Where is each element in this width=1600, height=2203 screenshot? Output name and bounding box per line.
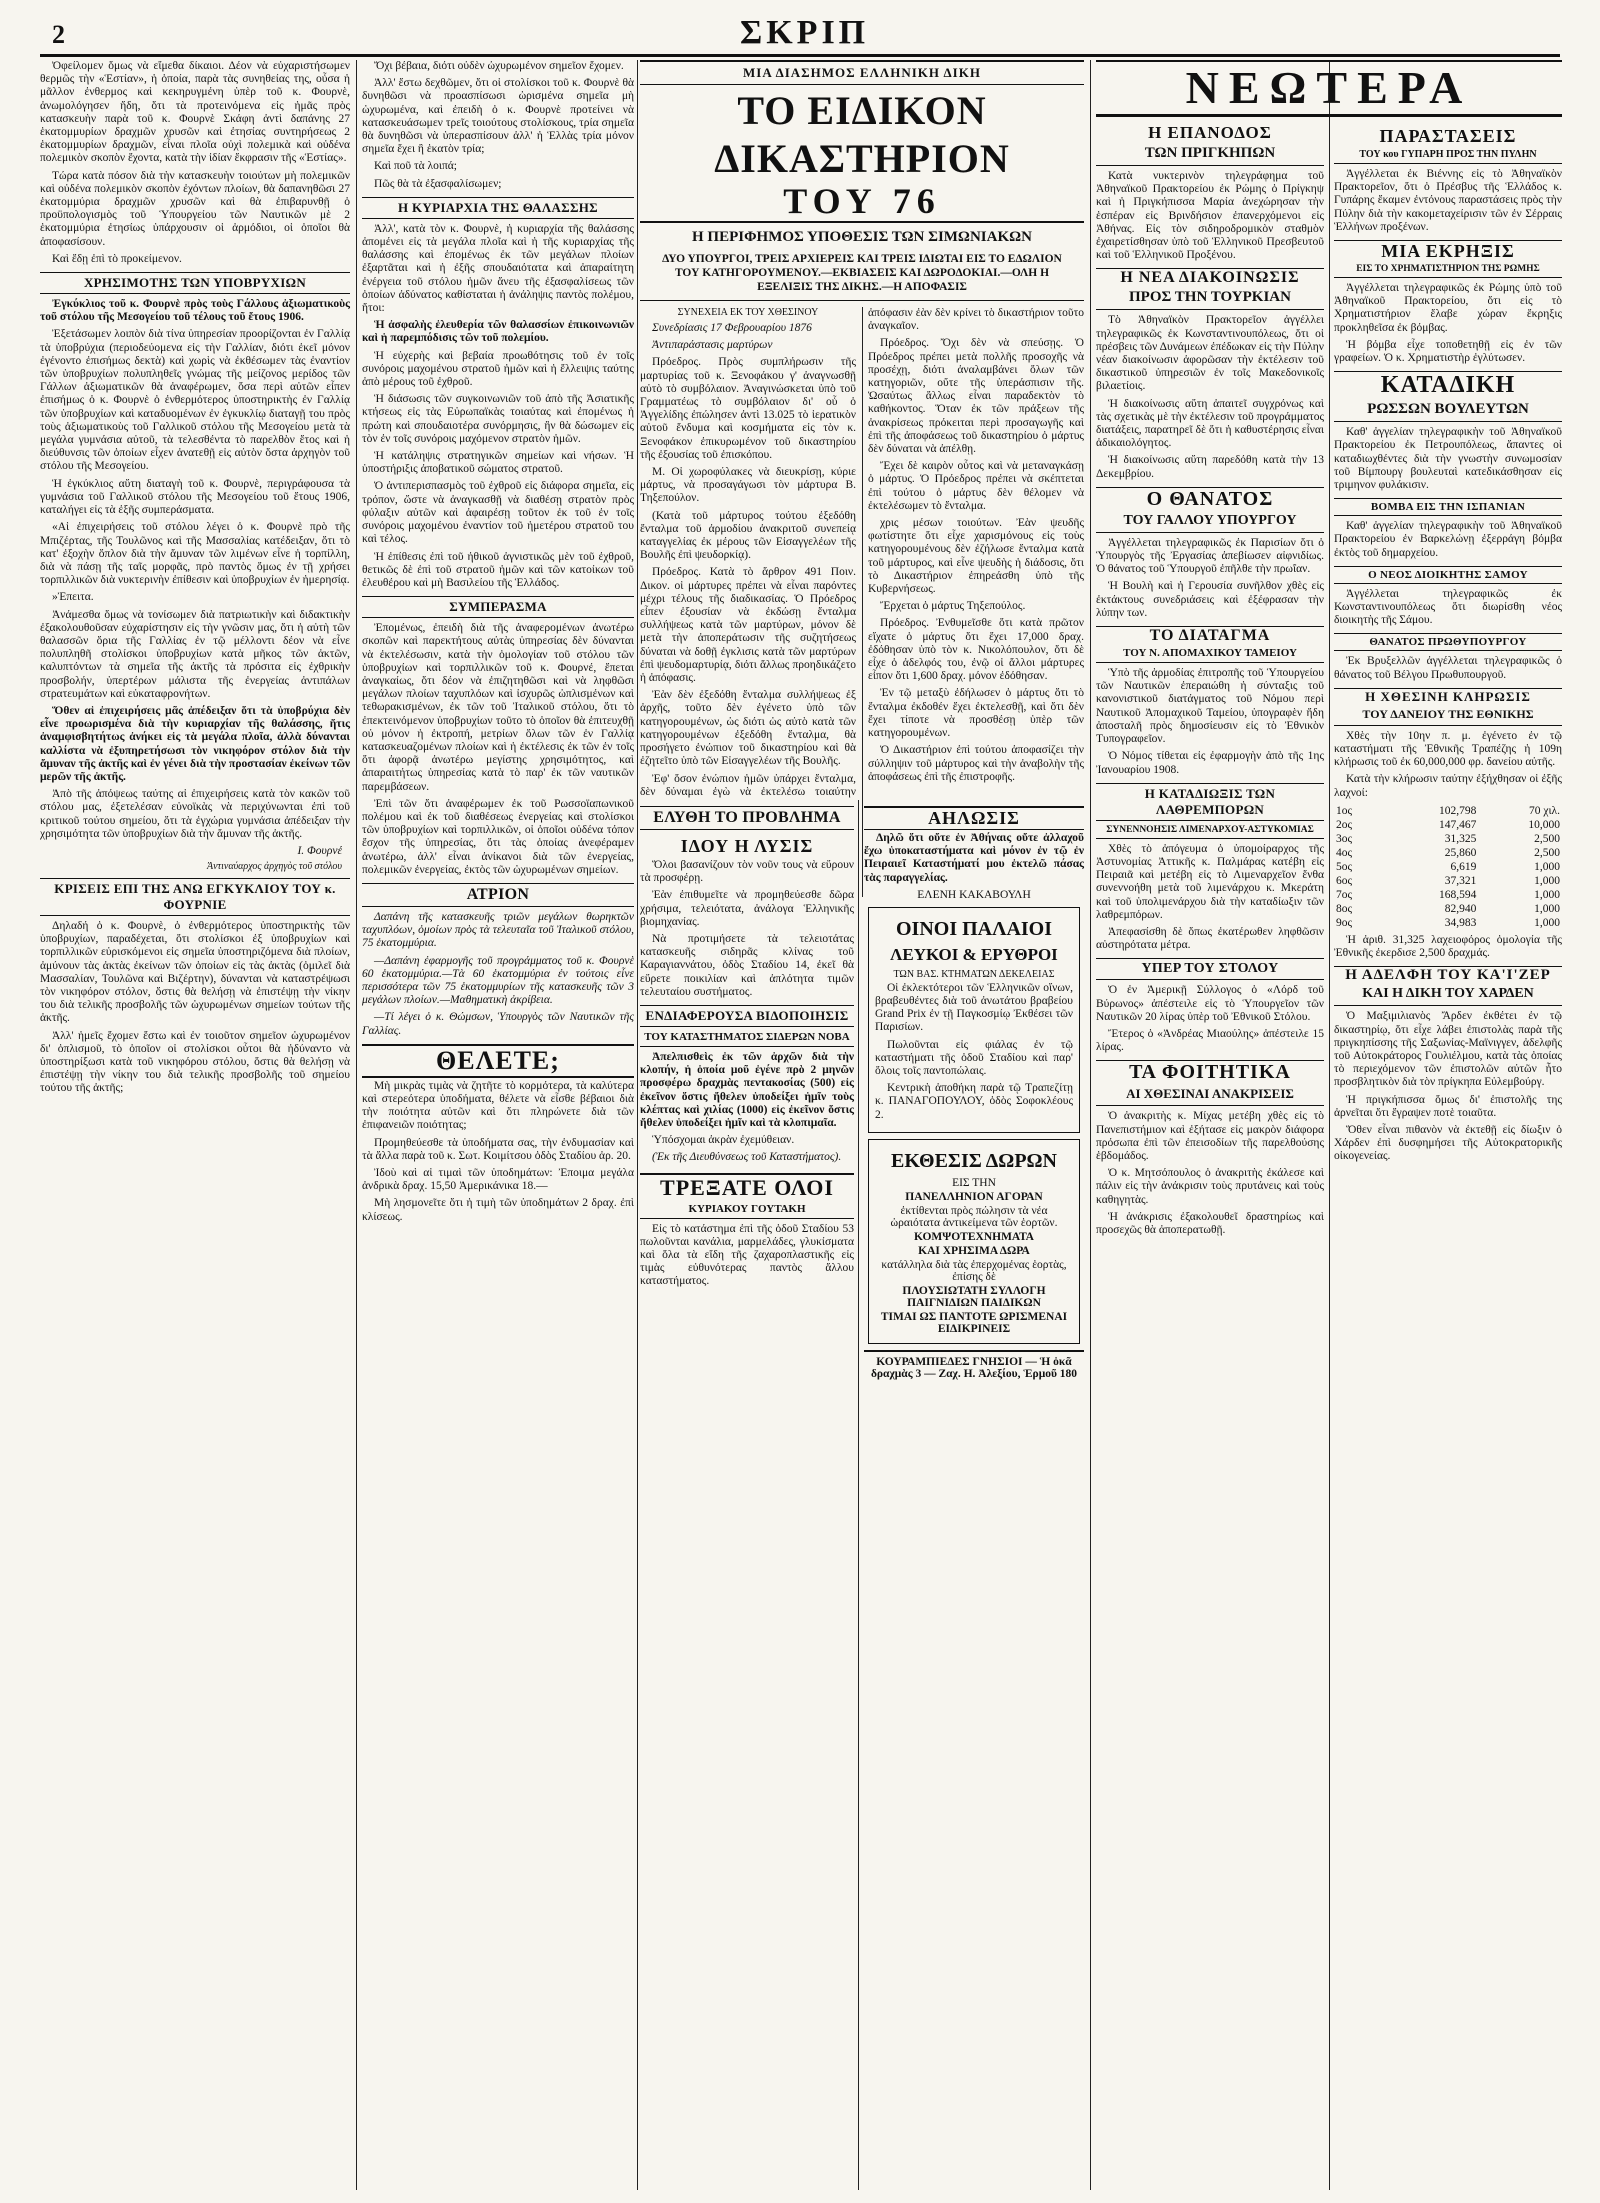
lottery-amount: 70 χιλ.	[1528, 804, 1560, 817]
section-heading: ΤΑ ΦΟΙΤΗΤΙΚΑ	[1096, 1060, 1324, 1084]
ad-line: ΠΛΟΥΣΙΩΤΑΤΗ ΣΥΛΛΟΓΗ ΠΑΙΓΝΙΔΙΩΝ ΠΑΙΔΙΚΩΝ	[902, 1284, 1046, 1309]
section-heading: Η ΚΑΤΑΔΙΩΞΙΣ ΤΩΝ ΛΑΘΡΕΜΠΟΡΩΝ	[1096, 783, 1324, 821]
paragraph: Ἀπὸ τῆς ἀπόψεως ταύτης αἱ ἐπιχειρήσεις κατὰ τὸν κακῶν τοῦ στόλου μας, ἐξετελέσαν εὐνοϊκὰς νὰ περιχύνωνται ἐπὶ τοῦ κριτικοῦ τούτου σημείου, ὅτι τὰ ἐγχώρια γυμνάσια ἀπέδειξαν τὴν χρησιμότητα τῶν ὑποβρυχίων διὰ τὴν ἄμυναν τῆς ἀκτῆς.	[40, 788, 350, 840]
table-row	[1334, 818, 1562, 832]
paragraph: Πρόεδρος. Ὄχι δὲν νὰ σπεύσῃς. Ὁ Πρόεδρος πρέπει μετὰ πολλῆς προσοχῆς νὰ προσέχῃ, διότι ἀναλαμβάνει ὅλων τῶν κατηγοριῶν, οὔτε τῆς ὑπεράσπισιν τῆς. Ὡσαύτως ἄλλως εἶναι παραδεκτὸν τὸ καθήκοντος. Ὅταν ἐκ τῶν πράξεων τῆς ἀνακρίσεως πρόκειται περὶ προσαγωγῆς καὶ ἐπὶ τῆς ἀποφάσεως τοῦ δικαστηρίου ὁ μάρτυς δὲν δύναται νὰ ἀπέλθῃ.	[868, 337, 1084, 456]
paragraph: χρις μέσων τοιούτων. Ἐὰν ψευδῆς φωτίστητε ὅτι εἶχε χαρισμόνους εἰς τοὺς κατηγορουμένους δὲν ἐζήλωσε ἔνταλμα κατὰ τοῦ μάρτυρος, καὶ εἶνε ψευδὴς ἡ διάδοσις, ὅτι τὸ Δικαστήριον ἐπηρεάσθη ὑπὸ τῆς Κυβερνήσεως.	[868, 517, 1084, 596]
section-subheading: ΑΙ ΧΘΕΣΙΝΑΙ ΑΝΑΚΡΙΣΕΙΣ	[1096, 1086, 1324, 1106]
section-heading: Η ΕΠΑΝΟΔΟΣ	[1148, 123, 1272, 142]
ad-line: ΤΙΜΑΙ ΩΣ ΠΑΝΤΟΤΕ ΩΡΙΣΜΕΝΑΙ ΕΙΔΙΚΡΙΝΕΙΣ	[880, 1310, 1068, 1335]
paragraph: Ὅλοι βασανίζουν τὸν νοῦν τους νὰ εὕρουν τὰ προσφέρῃ.	[640, 859, 854, 885]
feature-title-line3: ΤΟΥ 76	[640, 181, 1084, 223]
wine-ad	[868, 907, 1080, 1133]
paragraph: Ἀγγέλλεται τηλεγραφικῶς ἐκ Παρισίων ὅτι ὁ Ὑπουργὸς τῆς Ἐργασίας ἀπεβίωσεν αἰφνιδίως. Ὁ θάνατος τοῦ Ὑπουργοῦ ἐπῆλθε τὴν πρωΐαν.	[1096, 536, 1324, 576]
paragraph: Ἀπεφασίσθη δὲ ὅπως ἐκατέρωθεν ληφθῶσιν αὐστηρότατα μέτρα.	[1096, 925, 1324, 952]
paragraph: Ἀντιπαράστασις μαρτύρων	[652, 339, 773, 352]
table-row	[1334, 846, 1562, 860]
lottery-number: 25,860	[1444, 846, 1477, 859]
paragraph: Ὀφείλομεν ὅμως νὰ εἴμεθα δίκαιοι. Δέον νὰ εὐχαριστήσωμεν θερμῶς τὴν «Ἑστίαν», ἡ ὁποία, παρὰ τὰς συνηθείας της, οὖσα ἡ μᾶλλον ἐνθερμος καὶ κεκηρυγμένη ὑπὲρ τοῦ κ. Φουρνὲ, ἀνωμολόγησεν ἤδη, ὅτι τὰ προτεινόμενα εἰς ἡμᾶς πρὸς κατασκευὴν παρὰ τοῦ κ. Φουρνὲ Σκάφη ἀντὶ δαπάνης 27 ἑκατομμυρίων δραχμῶν χρυσῶν καὶ ἐτησίας συντηρήσεως 2 ἑκατομμυρίων δραχμῶν, εἶναι πλοῖα οὐχὶ πολεμικὰ καὶ οὐδένα πολεμικὸν σκοπὸν ἔχοντα, κατὰ τὴν ἰδίαν ἔκφρασιν τῆς «Ἑστίας».	[40, 60, 350, 165]
section-heading: ΒΟΜΒΑ ΕΙΣ ΤΗΝ ΙΣΠΑΝΙΑΝ	[1334, 498, 1562, 516]
section-subheading: ΕΙΣ ΤΟ ΧΡΗΜΑΤΙΣΤΗΡΙΟΝ ΤΗΣ ΡΩΜΗΣ	[1334, 264, 1562, 278]
column-rule	[1329, 60, 1330, 2190]
lottery-prize: 6ος	[1336, 874, 1353, 887]
feature-title-line2: ΔΙΚΑΣΤΗΡΙΟΝ	[714, 136, 1010, 181]
paragraph: Ἰδοὺ καὶ αἱ τιμαὶ τῶν ὑποδημάτων: Ἐποιμα μεγάλα ἀνδρικὰ δραχ. 15,50 Ἀμερικάνικα 18.—	[362, 1167, 634, 1193]
section-heading: ΚΡΙΣΕΙΣ ΕΠΙ ΤΗΣ ΑΝΩ ΕΓΚΥΚΛΙΟΥ ΤΟΥ κ. ΦΟΥΡΝΙΕ	[40, 878, 350, 916]
paragraph: Καθ' ἀγγελίαν τηλεγραφικὴν τοῦ Ἀθηναϊκοῦ Πρακτορείου ἐν Βαρκελώνῃ ἐξερράγη βόμβα ἐκτὸς τοῦ δημαρχείου.	[1334, 520, 1562, 559]
newspaper-title: ΣΚΡΙΠ	[740, 14, 870, 51]
paragraph: Οἱ ἐκλεκτότεροι τῶν Ἑλληνικῶν οἴνων, βραβευθέντες διὰ τοῦ ἀνωτάτου βραβείου Grand Prix ἐν τῇ Παγκοσμίῳ Ἐκθέσει τῶν Παρισίων.	[875, 981, 1073, 1034]
section-heading: ΑΤΡΙΟΝ	[362, 883, 634, 907]
column-3-left	[640, 800, 854, 2190]
table-row	[1334, 902, 1562, 916]
paragraph: Ὁ ἀντιπερισπασμὸς τοῦ ἐχθροῦ εἰς διάφορα σημεῖα, εἰς τρόπον, ὥστε νὰ ἀναγκασθῇ νὰ διαθέσῃ στρατὸν πρὸς φύλαξιν αὐτῶν καὶ ἀφαιρέσῃ τοῦτον ἐκ τοῦ ἐν τοῖς συνόροις μαχομένου ἐναντίον τοῦ ἡμετέρου στρατοῦ του καὶ τέλος.	[362, 480, 634, 546]
paragraph: Ἐγκύκλιος τοῦ κ. Φουρνὲ πρὸς τοὺς Γάλλους ἀξιωματικοὺς τοῦ στόλου τῆς Μεσογείου τοῦ τέλους τοῦ ἔτους 1906.	[40, 298, 350, 324]
paragraph: Ὄχι βέβαια, διότι οὐδὲν ὠχυρωμένον σημεῖον ἔχομεν.	[374, 60, 624, 72]
ad-heading: ΘΕΛΕΤΕ;	[362, 1044, 634, 1078]
section-subheading: ΡΩΣΣΩΝ ΒΟΥΛΕΥΤΩΝ	[1334, 401, 1562, 422]
lottery-number: 34,983	[1444, 916, 1477, 929]
lottery-amount: 1,000	[1534, 874, 1560, 887]
paragraph: Ἡ ἀριθ. 31,325 λαχειοφόρος ὁμολογία τῆς Ἐθνικῆς ἐκερδισε 2,500 δραχμάς.	[1334, 933, 1562, 960]
ad-title-2: ΛΕΥΚΟΙ & ΕΡΥΘΡΟΙ	[890, 944, 1058, 964]
lottery-amount: 10,000	[1528, 818, 1560, 831]
paragraph: Μὴ λησμονεῖτε ὅτι ἡ τιμὴ τῶν ὑποδημάτων 2 δραχ. ἐπὶ κλίσεως.	[362, 1197, 634, 1223]
lottery-number: 6,619	[1450, 860, 1477, 873]
section-subheading: ΤΟΥ κου ΓΥΠΑΡΗ ΠΡΟΣ ΤΗΝ ΠΥΛΗΝ	[1334, 149, 1562, 164]
paragraph: Καθ' ἀγγελίαν τηλεγραφικὴν τοῦ Ἀθηναϊκοῦ Πρακτορείου ἐκ Πετρουπόλεως, ἅπαντες οἱ καταδιωχθέντες διὰ τὴν γνωστὴν συνωμοσίαν τοῦ Βίμπουργ βουλευταὶ κατεδικάσθησαν εἰς τριμηνον φυλάκισιν.	[1334, 426, 1562, 492]
session-date: Συνεδρίασις 17 Φεβρουαρίου 1876	[652, 322, 812, 334]
paragraph: Ὁ κ. Μητσόπουλος ὁ ἀνακριτὴς ἐκάλεσε καὶ πάλιν εἰς τὴν ἀνάκρισιν τοὺς πρυτάνεις καὶ τοὺς καθηγητὰς.	[1096, 1167, 1324, 1206]
paragraph: Ἀγγέλλεται τηλεγραφικῶς ἐκ Ρώμης ὑπὸ τοῦ Ἀθηναϊκοῦ Πρακτορείου, ὅτι εἰς τὸ Χρηματιστήριον ἔλαβε χώραν ἔκρηξις προκληθεῖσα ἐκ βόμβας.	[1334, 282, 1562, 334]
paragraph: Κεντρικὴ ἀποθήκη παρὰ τῷ Τραπεζίτῃ κ. ΠΑΝΑΓΟΠΟΥΛΟΥ, ὁδὸς Σοφοκλέους 2.	[875, 1082, 1073, 1121]
paragraph: Ὑπὸ τῆς ἁρμοδίας ἐπιτροπῆς τοῦ Ὑπουργείου τῶν Ναυτικῶν ἐπεραιώθη ἡ σύνταξις τοῦ κανονιστικοῦ διατάγματος τοῦ Νόμου περὶ Ναυτικοῦ Ἀπομαχικοῦ Ταμείου, ὑπογραφὲν ἤδη ἀποσταλῆ πρὸς δημοσίευσιν εἰς τὸ Ἐθνικὸν Τυπογραφεῖον.	[1096, 667, 1324, 746]
table-row	[1334, 888, 1562, 902]
lottery-amount: 2,500	[1534, 832, 1560, 845]
ad-line: ΚΑΙ ΧΡΗΣΙΜΑ ΔΩΡΑ	[918, 1244, 1030, 1257]
feature-subtitle: Η ΠΕΡΙΦΗΜΟΣ ΥΠΟΘΕΣΙΣ ΤΩΝ ΣΙΜΩΝΙΑΚΩΝ	[692, 229, 1032, 245]
ad-title: ΟΙΝΟΙ ΠΑΛΑΙΟΙ	[895, 917, 1053, 940]
lottery-number: 37,321	[1444, 874, 1477, 887]
paragraph: Πρόεδρος. Πρὸς συμπλήρωσιν τῆς μαρτυρίας τοῦ κ. Ξενοφάκου γ' ἀναγνωσθῇ αὐτὸ τὸ συμβόλαιον. Ἀναγινώσκεται ὑπὸ τοῦ Γραμματέως τὸ συμβόλαιον δι' οὗ ὁ Ἀγγελίδης ἐπώλησεν ἀντὶ 13.025 τὸ ἱερατικὸν αὐτοῦ ἔνδυμα καὶ κοσμήματα εἰς τὸν κ. Ξενοφάκον ἐπικυρωμένον τοῦ δικαστηρίου τῆς ἐξουσίας τοῦ ἐπισκόπου.	[640, 356, 856, 461]
gifts-ad	[868, 1139, 1080, 1344]
ad-line: ΠΑΝΕΛΛΗΝΙΟΝ ΑΓΟΡΑΝ	[905, 1190, 1043, 1203]
lottery-table	[1334, 804, 1562, 930]
column-5	[1334, 120, 1562, 2190]
section-heading: ΠΑΡΑΣΤΑΣΕΙΣ	[1379, 126, 1517, 146]
section-subheading: ΤΟΥ Ν. ΑΠΟΜΑΧΙΚΟΥ ΤΑΜΕΙΟΥ	[1096, 647, 1324, 663]
paragraph: Ὑπόσχομαι ἀκρὰν ἐχεμύθειαν.	[652, 1134, 795, 1147]
paragraph: «Αἱ ἐπιχειρήσεις τοῦ στόλου λέγει ὁ κ. Φουρνὲ πρὸ τῆς Μπιζέρτας, τῆς Τουλῶνος καὶ τῆς Μασσαλίας κατέδειξαν, ὅτι τὸ κατ' ἐξοχὴν ὅπλον διὰ τὴν ἄμυναν τῶν λιμένων εἶνε ἡ τορπίλλη, διὰ νὰ πάσῃ τῆς ταῖς μορφᾶς, πρὸ παντὸς ὅμως ἐν τῇ χρήσει τορπιλλικῶν διὰ νυκτερινὴν ἐπίθεσιν καὶ ὑποβρυχίων ἐν ἡμερησίᾳ.	[40, 521, 350, 587]
paragraph: Ἀγγέλλεται τηλεγραφικῶς ἐκ Κωνσταντινουπόλεως ὅτι διωρίσθη νέος διοικητὴς τῆς Σάμου.	[1334, 587, 1562, 627]
lottery-amount: 1,000	[1534, 902, 1560, 915]
section-subheading: ΤΟΥ ΚΑΤΑΣΤΗΜΑΤΟΣ ΣΙΔΕΡΩΝ ΝΟΒΑ	[640, 1031, 854, 1047]
series-note: ΣΥΝΕΧΕΙΑ ΕΚ ΤΟΥ ΧΘΕΣΙΝΟΥ	[677, 307, 819, 318]
feature-kicker: ΜΙΑ ΔΙΑΣΗΜΟΣ ΕΛΛΗΝΙΚΗ ΔΙΚΗ	[640, 60, 1084, 85]
column-rule	[637, 60, 638, 2190]
section-heading: ΧΡΗΣΙΜΟΤΗΣ ΤΩΝ ΥΠΟΒΡΥΧΙΩΝ	[40, 272, 350, 294]
table-row	[1334, 832, 1562, 846]
paragraph: Ὁ ἀνακριτὴς κ. Μίχας μετέβη χθὲς εἰς τὸ Πανεπιστήμιον καὶ ἐξήτασε εἰς μακρὸν διάφορα πρόσωπα ἐπὶ τῶν ἐπεισοδίων τῆς παρελθούσης ἑβδομάδος.	[1096, 1110, 1324, 1162]
lottery-number: 102,798	[1438, 804, 1477, 817]
paragraph: Ὁ Νόμος τίθεται εἰς ἐφαρμογὴν ἀπὸ τῆς 1ης Ἰανουαρίου 1908.	[1096, 750, 1324, 776]
masthead	[40, 14, 1560, 57]
lottery-number: 82,940	[1444, 902, 1477, 915]
feature-header	[640, 60, 1084, 301]
lottery-rows	[1334, 804, 1562, 930]
table-row	[1334, 916, 1562, 930]
ad-signature: ΕΛΕΝΗ ΚΑΚΑΒΟΥΛΗ	[917, 888, 1031, 901]
lottery-prize: 9ος	[1336, 916, 1353, 929]
lottery-number: 168,594	[1438, 888, 1477, 901]
ad-heading: ΤΡΕΞΑΤΕ ΟΛΟΙ	[640, 1173, 854, 1201]
paragraph: Ἡ ἀσφαλὴς ἐλευθερία τῶν θαλασσίων ἐπικοινωνιῶν καὶ ἡ παρεμπόδισις τῶν τοῦ πολεμίου.	[362, 319, 634, 345]
ad-line: κατάλληλα διὰ τὰς ἐπερχομένας ἑορτὰς, ἐπίσης δὲ	[881, 1258, 1067, 1283]
paragraph: Προμηθεύεσθε τὰ ὑποδήματα σας, τὴν ἐνδυμασίαν καὶ τὰ ἄλλα παρὰ τοῦ κ. Σωτ. Κοιμίτσου ὁδὸς Σταδίου ἀρ. 20.	[362, 1136, 634, 1162]
section-heading: ΕΝΔΙΑΦΕΡΟΥΣΑ ΒΙΔΟΠΟΙΗΣΙΣ	[640, 1005, 854, 1027]
paragraph: Ἡ ἀνάκρισις ἐξακολουθεῖ δραστηρίως καὶ προσεχῶς θὰ ἀποπερατωθῇ.	[1096, 1210, 1324, 1236]
feature-title-line1: ΤΟ ΕΙΔΙΚΟΝ	[737, 88, 987, 133]
paragraph: (Κατὰ τοῦ μάρτυρος τούτου ἐξεδόθη ἔνταλμα τοῦ ἀρμοδίου ἀνακριτοῦ συνεπείᾳ καταγγελίας ἐκ μέρους τῶν Εἰσαγγελέων τῆς Βουλῆς ἐπὶ ψευδορκίᾳ).	[640, 509, 856, 562]
paragraph: Ἐὰν ἐπιθυμεῖτε νὰ προμηθεύεσθε δῶρα χρήσιμα, τελειότατα, ἀνάλογα Ἑλληνικῆς βιομηχανίας.	[640, 889, 854, 928]
section-heading: ΕΛΥΘΗ ΤΟ ΠΡΟΒΛΗΜΑ	[640, 806, 854, 830]
column-rule	[356, 60, 357, 2190]
paragraph: Ἐξετάσωμεν λοιπὸν διὰ τίνα ὑπηρεσίαν προορίζονται ἐν Γαλλίᾳ τὰ ὑποβρύχια (περιοδεύομενα εἰς τὴν Γαλλίαν, διότι ἐκεῖ μόνον ἐγένοντο ἐπισήμως δεκτὰ) καὶ χωρὶς νὰ ἐκθέσωμεν τὰς ἐναντίον τῶν ὑποβρυχίων πολυπληθεῖς γνώμας τῆς μείζονος μερίδος τῶν Γάλλων ἀξιωματικῶν θὰ ἀναφέρωμεν, ὅσα περὶ αὐτῶν εἶπεν ἐπισήμως ὁ κ. Φουρνὲ ὁ ἐνθερμότερος ὑποστηρικτὴς ἐν Γαλλίᾳ τῶν ὑποβρυχίων καὶ καταδυομένων ἐν ἐγκυκλίῳ διαταγῇ του πρὸς τοὺς ἀξιωματικοὺς τοῦ Γαλλικοῦ στόλου τῆς Μεσογείου μετὰ τὰ μεγάλα γυμνάσια αὐτοῦ, τὰ τελεσθέντα τὸ παρελθὸν ἔτος καὶ ἡ διεύθυνσις τῶν ὁποίων εἶχεν ἀνατεθῇ εἰς αὐτὸν ὅστα ἀρχηγὸν τοῦ στόλου τῆς Μεσογείου.	[40, 328, 350, 473]
paragraph: Δαπάνη τῆς κατασκευῆς τριῶν μεγάλων θωρηκτῶν ταχυπλόων, ὁμοίων πρὸς τὰ τελευταῖα τοῦ Ἰταλικοῦ στόλου, 75 ἑκατομμύρια.	[362, 910, 634, 950]
paragraph: Πωλοῦνται εἰς φιάλας ἐν τῷ καταστήματι τῆς ὁδοῦ Σταδίου καὶ παρ' ὅλοις τοῖς παντοπώλαις.	[875, 1038, 1073, 1078]
table-row	[1334, 860, 1562, 874]
feature-description: ΔΥΟ ΥΠΟΥΡΓΟΙ, ΤΡΕΙΣ ΑΡΧΙΕΡΕΙΣ ΚΑΙ ΤΡΕΙΣ ΙΔΙΩΤΑΙ ΕΙΣ ΤΟ ΕΔΩΛΙΟΝ ΤΟΥ ΚΑΤΗΓΟΡΟΥΜΕΝΟΥ.—ΕΚΒΙΑΣΕΙΣ ΚΑΙ ΔΩΡΟΔΟΚΙΑΙ.—ΟΛΗ Η ΕΞΕΛΙΞΙΣ ΤΗΣ ΔΙΚΗΣ.—Η ΑΠΟΦΑΣΙΣ	[662, 253, 1062, 293]
column-3	[640, 60, 1084, 2190]
ad-line: ΚΟΜΨΟΤΕΧΝΗΜΑΤΑ	[914, 1230, 1034, 1243]
lottery-prize: 5ος	[1336, 860, 1353, 873]
lottery-prize: 8ος	[1336, 902, 1353, 915]
ad-subtitle: ΤΩΝ ΒΑΣ. ΚΤΗΜΑΤΩΝ ΔΕΚΕΛΕΙΑΣ	[893, 968, 1055, 980]
section-subheading: ΤΟΥ ΔΑΝΕΙΟΥ ΤΗΣ ΕΘΝΙΚΗΣ	[1334, 707, 1562, 726]
lottery-amount: 1,000	[1534, 860, 1560, 873]
paragraph: Ἡ ἐπίθεσις ἐπὶ τοῦ ἠθικοῦ ἀγνιστικῶς μὲν τοῦ ἐχθροῦ, θετικῶς δὲ ἐπὶ τοῦ στρατοῦ ἡμῶν καὶ τῶν κατοίκων τοῦ ἐλευθέρου καὶ μὴ Βασιλείου τῆς Ἑλλάδος.	[362, 550, 634, 589]
ad-line: ἐκτίθενται πρὸς πώλησιν τὰ νέα ὡραιότατα ἀντικείμενα τῶν ἑορτῶν.	[890, 1204, 1058, 1229]
column-rule	[1090, 60, 1091, 2190]
paragraph: Ὁ Μαξιμιλιανὸς Ἄρδεν ἐκθέτει ἐν τῷ δικαστηρίῳ, ὅτι εἶχε λάβει ἐπιστολὰς παρὰ τῆς πριγκηπίσσης τῆς Σαξωνίας-Μαϊνιγγεν, ἀδελφῆς τοῦ Αὐτοκράτορος Γουλιέλμου, κατὰ τὰς ὁποίας τὸ περιεχόμενον τῶν ἐπιστολῶν αὐτῶν ἦτο προσβλητικὸν διὰ τὸν πρίγκηπα Εὐλεμβούργ.	[1334, 1010, 1562, 1089]
lottery-prize: 7ος	[1336, 888, 1353, 901]
ad-line: ΕΙΣ ΤΗΝ	[952, 1176, 996, 1189]
ad-heading: ΑΗΛΩΣΙΣ	[864, 806, 1084, 830]
paragraph: Τώρα κατὰ πόσον διὰ τὴν κατασκευὴν τοιούτων μὴ πολεμικῶν καὶ οὐδένα πολεμικὸν σκοπὸν ἐχόντων πλοίων, θὰ δαπανηθῶσι 27 ἑκατομμύρια δραχμῶν χρυσῶν καὶ θὰ ἐπιβαρυνθῇ ὁ προϋπολογισμὸς τοῦ Ὑπουργείου τῶν Ναυτικῶν μὲ 2 ἑκατομμύρια ἐτησίως ὑπάρχουσιν οἱ ἁρμόδιοι, οἱ ὁποῖοι θὰ ἀποφασίσουν.	[40, 169, 350, 248]
section-heading: ΣΥΜΠΕΡΑΣΜΑ	[362, 596, 634, 618]
section-heading: Ο ΝΕΟΣ ΔΙΟΙΚΗΤΗΣ ΣΑΜΟΥ	[1334, 566, 1562, 584]
lottery-prize: 3ος	[1336, 832, 1353, 845]
paragraph: Καὶ ποῦ τὰ λοιπά;	[374, 160, 457, 173]
section-heading: Η ΑΔΕΛΦΗ ΤΟΥ ΚΑ'Ι'ΖΕΡ	[1334, 966, 1562, 984]
section-subheading: ΤΟΥ ΓΑΛΛΟΥ ΥΠΟΥΡΓΟΥ	[1096, 513, 1324, 533]
section-subheading: ΙΔΟΥ Η ΛΥΣΙΣ	[680, 836, 814, 856]
paragraph: Τὸ Ἀθηναϊκὸν Πρακτορεῖον ἀγγέλλει τηλεγραφικῶς ἐκ Κωνσταντινουπόλεως, ὅτι οἱ πρέσβεις τῶν Δυνάμεων ἐπέδωκαν εἰς τὴν Πύλην νέαν διακοίνωσιν ἀφορῶσαν τὴν ἐκτέλεσιν τοῦ δικαστικοῦ ὑπηρεσιῶν ἐν τοῖς Μακεδονικοῖς βιλαετίοις.	[1096, 314, 1324, 393]
column-1	[40, 60, 350, 2190]
sweets-ad: ΚΟΥΡΑΜΠΙΕΔΕΣ ΓΝΗΣΙΟΙ — Ἡ ὀκᾶ δραχμὰς 3 — Ζαχ. Η. Ἀλεξίου, Ἑρμοῦ 180	[864, 1350, 1084, 1380]
paragraph: Ἡ κατάληψις στρατηγικῶν σημείων καὶ νήσων. Ἡ ὑποστήριξις ἀποβατικοῦ σώματος στρατοῦ.	[362, 450, 634, 476]
paragraph: Ἡ εὐχερὴς καὶ βεβαία προωθότησις τοῦ ἐν τοῖς συνόροις μαχομένου στρατοῦ ἡμῶν καὶ ἡ ἔλλειψις ταύτης ἀπὸ μέρους τοῦ ἐχθροῦ.	[362, 349, 634, 389]
paragraph: Δηλαδή ὁ κ. Φουρνὲ, ὁ ἐνθερμότερος ὑποστηρικτὴς τῶν ὑποβρυχίων, παραδέχεται, ὅτι στολίσκοι ἐξ ὑποβρυχίων καὶ τορπιλλικῶν εὐρισκόμενοι εἰς σημεῖα ὑποστηριζόμενα διὰ πλοίων, ἀμύνουν τὰς ἀκτὰς ἐκείνων τῶν ὁποίων εἰς τὰς ἀκτὰς (ὁμιλεῖ διὰ Μασσαλίαν, Τουλῶνα καὶ Βιζέρτην), δύνανται νὰ καταστρέψωσι τὸν νικηφόρον στόλον, ὅστις θὰ θελήσῃ νὰ ἐπιστέψῃ τὴν νίκην του διὰ τελικῆς προσβολῆς τῶν ὡχυρωμένων σημείων τούτων τῆς ἀκτῆς.	[40, 919, 350, 1025]
paragraph: Ὅθεν εἶναι πιθανὸν νὰ ἐκτεθῇ εἰς δίωξιν ὁ Χάρδεν ἐπὶ δυσφημήσει τῆς Αὐτοκρατορικῆς οἰκογενείας.	[1334, 1123, 1562, 1163]
paragraph: Ἔρχεται ὁ μάρτυς Τηξεπούλος.	[880, 600, 1026, 613]
signature: Ι. Φουρνέ	[297, 844, 342, 857]
paragraph: Ἀνάμεσθα ὅμως νὰ τονίσωμεν διὰ πατριωτικὴν καὶ διδακτικὴν ἐξακολουθοῦσαν εὐχαρίστησιν εἰς τὴν γνῶσιν μας, ὅτι ἡ αὐτὴ τῶν θαλασσῶν ὅρια τῆς Γαλλίας ἐν τῷ μέλλοντι δέον νὰ εἶνε πολυπληθῆ στολίσκοι ὑποβρυχίων κατὰ μῆκος τῶν ἀκτῶν, καλυπτόντων τὰ σημεῖα τῆς ἀκτῆς τὰ πρόσιτα εἰς ἐχθρικὴν προσβολήν, ὑπερτέρων μάλιστα τῆς ἐνεργείας ἀντιπάλων στρατευμάτων καὶ εὐκαταφρονήτων.	[40, 608, 350, 700]
paragraph: Ἔχει δὲ καιρὸν οὗτος καὶ νὰ μεταναγκάσῃ ὁ μάρτυς. Ὁ Πρόεδρος πρέπει νὰ σκέπτεται ἐπὶ τούτου ὁ μάρτυς δὲν θέλομεν νὰ ἐκτελέσωμεν τὸ ἔνταλμα.	[868, 460, 1084, 512]
table-row	[1334, 874, 1562, 888]
paragraph: Ἀπελπισθεὶς ἐκ τῶν ἀρχῶν διὰ τὴν κλοπήν, ἡ ὁποία μοῦ ἐγένε πρὸ 2 μηνῶν προσφέρω δραχμὰς πεντακοσίας (500) εἰς ἐκεῖνον ὅστις ἤθελεν ὑποδείξει ἡμῖν τοὺς κλέπτας καὶ χιλίας (1000) εἰς ἐκεῖνον ὅστις ἤθελεν ὑποδείξει ἡμῖν καὶ τὰ κλοπιμαῖα.	[640, 1051, 854, 1130]
paragraph: Ἡ διάσωσις τῶν συγκοινωνιῶν τοῦ ἀπὸ τῆς Ἀσιατικῆς κτήσεως εἰς τὰς Εὐρωπαϊκὰς τοιαύτας καὶ ἐπομένως ἡ πρώτη καὶ σπουδαιοτέρα συνόρμησις, ἣν θὰ δώσωμεν εἰς τὸν ἐν τοῖς συνόροις μαχόμενον στρατὸν ἡμῶν.	[362, 393, 634, 445]
lottery-prize: 4ος	[1336, 846, 1353, 859]
paragraph: Μὴ μικρὰς τιμὰς νὰ ζητῆτε τὸ κορμότερα, τὰ καλύτερα καὶ στερεότερα ὑποδήματα, θέλετε νὰ εἶσθε βέβαιοι διὰ τὴν ποιότητα αὐτῶν καὶ ὅτι πληρώνετε διὰ τῶν ἐπιφανειῶν ποιότητας;	[362, 1079, 634, 1132]
paragraph: Μ. Οἱ χωροφύλακες νὰ διευκρίσῃ, κύριε μάρτυς, νὰ προσαγάγωσι τὸν μάρτυρα Β. Τηξεπούλον.	[640, 466, 856, 505]
paragraph: Κατὰ νυκτερινὸν τηλεγράφημα τοῦ Ἀθηναϊκοῦ Πρακτορείου ἐκ Ρώμης ὁ Πρίγκηψ καὶ ἡ Πριγκήπισσα Μαρία ἀνεχώρησαν τὴν ἑσπέραν εἰς Βρινδήσιον ἐπανερχόμενοι εἰς Ἀθήνας. Εἰς τὸν σιδηροδρομικὸν σταθμὸν ἐχαιρετίσθησαν ὑπὸ τοῦ Ἑλληνικοῦ Πρεσβευτοῦ καὶ τοῦ Ἑλληνικοῦ Προξένου.	[1096, 170, 1324, 262]
lottery-number: 31,325	[1444, 832, 1477, 845]
lottery-number: 147,467	[1438, 818, 1477, 831]
paragraph: Ὅθεν αἱ ἐπιχειρήσεις μᾶς ἀπέδειξαν ὅτι τὰ ὑποβρύχια δὲν εἶνε προωρισμένα διὰ τὴν κυριαρχίαν τῆς θαλάσσης, ἥτις ἀναμφισβητήτως ἀνήκει εἰς τὰ μεγάλα πλοῖα, ἀλλὰ δύνανται καλλίστα νὰ ἐξυπηρετήσωσι τὸν νικηφόρον στόλον διὰ τὴν ἄμυναν τῆς ἀκτῆς καὶ ἐν γένει διὰ τὴν προστασίαν ἐκείνων τῶν μερῶν τῆς ἀκτῆς.	[40, 704, 350, 783]
paragraph: Ἐπὶ τῶν ὅτι ἀναφέρωμεν ἐκ τοῦ Ρωσσοϊαπωνικοῦ πολέμου καὶ ἐκ τοῦ διαθέσεως ἐνεργείας καὶ στολίσκοι τῶν ὑποβρυχίων καὶ τορπιλλικῶν, οἱ ὁποῖοι οὐδένα τόπον ἔσχον τῆς ὑπηρεσίας, ὅτι τὰς ὁποίας ἀνεφέραμεν ἀνωτέρω, ἀλλ' εἶναι ἀνίκανοι διὰ τῶν ἐνεργείας, πολεμικῶν ἐνεργείας, ἐκτὸς τῶν ὠχυρωμένων σημείων.	[362, 797, 634, 876]
lottery-prize: 1ος	[1336, 804, 1353, 817]
paragraph: Ἐν τῷ μεταξὺ ἐδήλωσεν ὁ μάρτυς ὅτι τὸ ἔνταλμα ἐκδοθέν ἔχει ἐκτελεσθῇ, καὶ ὅτι δὲν ἔχει τίποτε νὰ προσθέσῃ ὑπὲρ τῶν κατηγορουμένων.	[868, 687, 1084, 740]
paragraph: Ἔτερος ὁ «Ἀνδρέας Μιαούλης» ἀπέστειλε 15 λίρας.	[1096, 1027, 1324, 1054]
section-heading: ΚΑΤΑΔΙΚΗ	[1334, 371, 1562, 399]
paragraph: Ἐφ' ὅσον ἐνώπιον ἡμῶν ὑπάρχει ἔνταλμα, δὲν δύναμαι ἐγὼ νὰ ἐκτελέσω τοιαύτην ἀπόφασιν ἐὰν δὲν κρίνει τὸ δικαστήριον τοῦτο ἀναγκαῖον.	[640, 307, 1084, 798]
paragraph: Ἐὰν δὲν ἐξεδόθη ἔνταλμα συλλήψεως ἐξ ἀρχῆς, τοῦτο δὲν ἐγένετο ὑπὸ τῶν κατηγορουμένων, ὡς διότι ὡς αὐτὸ κατὰ τῶν κατηγορουμένων ἐξεδόθη ἔνταλμα, θὰ προσήγετο ἐνώπιον τοῦ δικαστηρίου καὶ θὰ ἐζητεῖτο ὑπὸ τῶν Εἰσαγγελέων τῆς Βουλῆς.	[640, 689, 856, 768]
paragraph: Εἰς τὸ κατάστημα ἐπὶ τῆς ὁδοῦ Σταδίου 53 πωλοῦνται κανάλια, μαρμελάδες, γλυκίσματα καὶ ὅλα τὰ εἴδη τῆς ζαχαροπλαστικῆς εἰς τιμὰς εὐθυνότερας παντὸς ἄλλου καταστήματος.	[640, 1222, 854, 1288]
section-heading: Η ΝΕΑ ΔΙΑΚΟΙΝΩΣΙΣ	[1096, 268, 1324, 287]
paragraph: Πῶς θὰ τὰ ἐξασφαλίσωμεν;	[374, 177, 502, 190]
ad-title: ΕΚΘΕΣΙΣ ΔΩΡΩΝ	[891, 1149, 1057, 1172]
paragraph: (Ἐκ τῆς Διευθύνσεως τοῦ Καταστήματος).	[652, 1151, 842, 1164]
section-subheading: ΤΩΝ ΠΡΙΓΚΗΠΩΝ	[1096, 145, 1324, 166]
column-3-right	[864, 800, 1084, 2190]
section-subheading: ΣΥΝΕΝΝΟΗΣΙΣ ΛΙΜΕΝΑΡΧΟΥ-ΑΣΤΥΚΟΜΙΑΣ	[1096, 825, 1324, 839]
paragraph: Ἡ διακοίνωσις αὕτη ἀπαιτεῖ συγχρόνως καὶ τὰς σχετικὰς μὲ τὴν ἐκτέλεσιν τοῦ προγράμματος διατάξεις, παρατηρεῖ δὲ ὅτι ἡ καθυστέρησις εἶναι ἀδικαιολόγητος.	[1096, 397, 1324, 450]
paragraph: Ἡ διακοίνωσις αὕτη παρεδόθη κατὰ τὴν 13 Δεκεμβρίου.	[1096, 454, 1324, 480]
section-subheading: ΚΥΡΙΑΚΟΥ ΓΟΥΤΑΚΗ	[640, 1203, 854, 1219]
section-heading: ΘΑΝΑΤΟΣ ΠΡΩΘΥΠΟΥΡΓΟΥ	[1334, 633, 1562, 651]
paragraph: Πρόεδρος. Ἐνθυμεῖσθε ὅτι κατὰ πρῶτον εἴχατε ὁ μάρτυς ὅτι ἔχει 17,000 δραχ. ἐδόθησαν ὑπὸ τὸν κ. Νικολόπουλον, ὅτι δὲ εἶχε ὁ ἀδελφός του, ἐνῷ οἱ ἄλλοι μάρτυρες εἶπον ὅτι 1,600 δραχ. μόνον ἐδόθησαν.	[868, 617, 1084, 683]
paragraph: Ἐκ Βρυξελλῶν ἀγγέλλεται τηλεγραφικῶς ὁ θάνατος τοῦ Βέλγου Πρωθυπουργοῦ.	[1334, 655, 1562, 681]
lottery-amount: 2,500	[1534, 846, 1560, 859]
paragraph: Ὁ Δικαστήριον ἐπὶ τούτου ἀποφασίζει τὴν σύλληψιν τοῦ μάρτυρος καὶ τὴν ἀναβολὴν τῆς ἀποφάσεως ἐπὶ τῆς ἐπιστροφῆς.	[868, 744, 1084, 783]
paragraph: Ἀλλ' ἡμεῖς ἔχομεν ἔστω καὶ ἐν τοιοῦτον σημεῖον ὡχυρωμένον δι' ὁπλισμοῦ, τὸ ὁποῖον οἱ στολίσκοι οὗτοι θὰ ἠδύναντο νὰ ὑποστηρίξωσι κατὰ τοῦ νικηφόρου στόλου, ὅστις θὰ θελήσῃ νὰ ἐπιστέψῃ τὴν νίκην του διὰ τελικῆς προσβολῆς τοῦ σημείου τούτου τῆς ἀκτῆς;	[40, 1029, 350, 1095]
column-3-lower	[640, 800, 1084, 2190]
col1-intro	[40, 60, 350, 266]
signature-title: Ἀντιναύαρχος ἀρχηγὸς τοῦ στόλου	[207, 860, 342, 872]
paragraph: Κατὰ τὴν κλήρωσιν ταύτην ἐξήχθησαν οἱ ἐξῆς λαχνοί:	[1334, 773, 1562, 799]
column-2	[362, 60, 634, 2190]
paragraph: —Τί λέγει ὁ κ. Θώμσων, Ὑπουργὸς τῶν Ναυτικῶν τῆς Γαλλίας.	[362, 1011, 634, 1037]
section-heading: Ο ΘΑΝΑΤΟΣ	[1096, 487, 1324, 511]
paragraph: Ἡ Βουλὴ καὶ ἡ Γερουσία συνῆλθον χθὲς εἰς ἐκτάκτους συνεδριάσεις καὶ ἐξέφρασαν τὴν λύπην των.	[1096, 580, 1324, 619]
paragraph: —Δαπάνη ἐφαρμογῆς τοῦ προγράμματος τοῦ κ. Φουρνὲ 60 ἑκατομμύρια.—Τὰ 60 ἑκατομμύρια ἐν τούτοις εἶνε περισσότερα τῶν 75 ἑκατομμυρίων τῆς κατασκευῆς τῶν 3 μεγάλων πλοίων.—Μαθηματικὴ ἀκρίβεια.	[362, 954, 634, 1007]
paragraph: Χθὲς τὴν 10ην π. μ. ἐγένετο ἐν τῷ καταστήματι τῆς Ἐθνικῆς Τραπέζης ἡ 109η κλήρωσις τοῦ ἐκ 60,000,000 φρ. δανείου αὐτῆς.	[1334, 729, 1562, 769]
paragraph: Ἡ ἐγκύκλιος αὕτη διαταγὴ τοῦ κ. Φουρνὲ, περιγράφουσα τὰ γυμνάσια τοῦ Γαλλικοῦ στόλου τῆς Μεσογείου τοῦ ἔτους 1906, καταλήγει εἰς τὰ ἐξῆς συμπεράσματα.	[40, 477, 350, 517]
paragraph: Ἀλλ', κατὰ τὸν κ. Φουρνὲ, ἡ κυριαρχία τῆς θαλάσσης ἀπομένει εἰς τὰ μεγάλα πλοῖα καὶ ἡ τῆς κυριαρχίας τῆς θαλάσσης καὶ ἐπομένως ἐκ τῶν μεγάλων πλοίων ἐξαρτᾶται καὶ ἡ ἐξῆς σπουδαιότατα καὶ ἀπαραίτητη ἐνέργεια τοῦ στόλου ἡμῶν ἄνευ τῆς ἐξασφαλίσεως τῶν ὁποίων ἀδύνατος καθίσταται ἡ ἀνάληψις παντὸς πολέμου, ἤτοι:	[362, 222, 634, 315]
column-rule	[858, 800, 859, 2190]
section-heading: Η ΧΘΕΣΙΝΗ ΚΛΗΡΩΣΙΣ	[1334, 688, 1562, 705]
paragraph: Χθὲς τὸ ἀπόγευμα ὁ ὑπομοίραρχος τῆς Ἀστυνομίας Ἀττικῆς κ. Παλμάρας κατέβη εἰς Πειραιᾶ καὶ μετέβη εἰς τὸ Λιμεναρχεῖον ἔνθα συνεννοήθη μετὰ τοῦ λιμενάρχου κ. Μκεράτη καὶ τοῦ ὑπολιμενάρχου διὰ τὴν καταδίωξιν τῶν λαθρεμπόρων.	[1096, 842, 1324, 921]
section-subheading: ΚΑΙ Η ΔΙΚΗ ΤΟΥ ΧΑΡΔΕΝ	[1334, 986, 1562, 1006]
lottery-amount: 1,000	[1534, 916, 1560, 929]
paragraph: Πρόεδρος. Κατὰ τὸ ἄρθρον 491 Ποιν. Δικον. οἱ μάρτυρες πρέπει νὰ εἶναι παρόντες μέχρι τέλους τῆς διαδικασίας. Ὁ Πρόεδρος εἶπεν ἐξουσίαν νὰ ἐκδώσῃ ἔνταλμα συλλήψεως κατὰ τῶν μαρτύρων, μόνον δὲ μετὰ τὴν ἀποπεράτωσιν τῆς συζητήσεως δύναται νὰ δοθῇ ἐγκλισις κατὰ τῶν μαρτύρων ἐπὶ ψευδομαρτυρίᾳ, διότι ἄλλως προηδικάζετο ἡ ἀπόφασις.	[640, 566, 856, 685]
section-heading: ΥΠΕΡ ΤΟΥ ΣΤΟΛΟΥ	[1096, 958, 1324, 980]
lottery-prize: 2ος	[1336, 818, 1353, 831]
paragraph: »Ἐπειτα.	[52, 591, 94, 604]
section-subheading: ΠΡΟΣ ΤΗΝ ΤΟΥΡΚΙΑΝ	[1096, 289, 1324, 310]
news-section-title: ΝΕΩΤΕΡΑ	[1096, 60, 1562, 117]
paragraph: Ἀλλ' ἔστω δεχθῶμεν, ὅτι οἱ στολίσκοι τοῦ κ. Φουρνὲ θὰ δυνηθῶσι νὰ προασπίσωσι ὡρισμένα σημεῖα μὴ ὠχυρωμένα, καὶ ἐπειδὴ ὁ κ. Φουρνὲ προτείνει νὰ κατασκευάσωμεν τρεῖς τοιούτους στολίσκους, τρία σημεῖα θὰ δυνηθῶσι νὰ ὑπερασπίσουν ἀλλ' ἡ Ἑλλὰς τρία μόνον σημεῖα ἔχει ἢ ἑκατὸν τρία;	[362, 77, 634, 156]
table-row	[1334, 804, 1562, 818]
paragraph: Ἀγγέλλεται ἐκ Βιέννης εἰς τὸ Ἀθηναϊκὸν Πρακτορεῖον, ὅτι ὁ Πρέσβυς τῆς Ἑλλάδος κ. Γυπάρης ἔκαμεν ἐντόνους παραστάσεις πρὸς τὴν Πύλην διὰ τὴν κακομεταχείρισιν τῶν ἐν Σέρραις Ἑλλήνων προξένων.	[1334, 168, 1562, 233]
paragraph: Καὶ ἔδῃ ἐπὶ τὸ προκείμενον.	[52, 252, 182, 265]
section-heading: ΤΟ ΔΙΑΤΑΓΜΑ	[1096, 626, 1324, 645]
paragraph: Ὁ ἐν Ἀμερικῇ Σύλλογος ὁ «Λόρδ τοῦ Βύρωνος» ἀπέστειλε εἰς τὸ Ὑπουργεῖον τῶν Ναυτικῶν 20 λίρας ὑπὲρ τοῦ Ἐθνικοῦ Στόλου.	[1096, 984, 1324, 1023]
lottery-amount: 1,000	[1534, 888, 1560, 901]
section-heading: Η ΚΥΡΙΑΡΧΙΑ ΤΗΣ ΘΑΛΑΣΣΗΣ	[362, 197, 634, 219]
section-heading: ΜΙΑ ΕΚΡΗΞΙΣ	[1334, 240, 1562, 262]
paragraph: Νὰ προτιμήσετε τὰ τελειοτάτας κατασκευῆς σιδηρᾶς κλίνας τοῦ Καραγιαννάτου, ὁδὸς Σταδίου 14, ἐκεῖ θὰ εὕρετε ποικιλίαν καὶ ἀπλότητα τιμῶν τελευταίου συστήματος.	[640, 933, 854, 998]
paragraph: Ἡ βόμβα εἶχε τοποθετηθῇ εἰς ἐν τῶν γραφείων. Ὁ κ. Χρηματιστὴρ ἐγλύτωσεν.	[1334, 338, 1562, 365]
paragraph: Δηλῶ ὅτι οὔτε ἐν Ἀθήναις οὔτε ἀλλαχοῦ ἔχω ὑποκαταστήματα καὶ μόνον ἐν τῷ ἐν Πειραιεῖ Καταστήματί μου ἐκτελῶ πάσας τὰς παραγγελίας.	[864, 832, 1084, 884]
paragraph: Ἐπομένως, ἐπειδὴ διὰ τῆς ἀναφερομένων ἀνωτέρω σκοπῶν καὶ παρεκτήτους αὐτὰς ὑπηρεσίας δὲν δύνανται νὰ ἐκτελέσωσιν, κατὰ τὴν ὁμολογίαν τοῦ στόλου τῶν ὑποβρυχίων καὶ τορπιλλικῶν τοῦ κ. Φουρνέ, ἔπεται ἀναγκαίως, ὅτι δέον νὰ ἐπιζητηθῶσι καὶ νὰ ληφθῶσι μεγάλων πλοίων ταχυπλόων καὶ ἰσχυρῶς ὡπλισμένων καὶ τεθωρακισμένων, ἐκ τῶν τοῦ Ἰταλικοῦ στόλου, ὅτι τὸ ἐπεκτεινόμενον ὑποβρυχίων τοῦτο τὸ ὁποῖον θὰ ἐπιτευχθῇ οὐ μόνον ἡ ἐκτροπή, μετρίων ὅλων τῶν ἐν Γαλλίᾳ κατασκευαζομένων πλοίων καὶ ἡ ἐκτέλεσις ἐκ τῶν ἐν τοῖς ὅτι ἀφορᾷ ἀνωτέρω μεγίστης χρησιμότητος, καὶ ἀπαραιτήτως ὑπηρεσίας κατὰ τὸ παρ' ἐκ τῶν ναυτικῶν παρεμβάσεων.	[362, 622, 634, 793]
paragraph: Ἡ πριγκήπισσα ὅμως δι' ἐπιστολῆς της ἀρνεῖται ὅτι ἔγραψεν ποτὲ τοιαῦτα.	[1334, 1093, 1562, 1119]
page-number: 2	[52, 20, 65, 49]
